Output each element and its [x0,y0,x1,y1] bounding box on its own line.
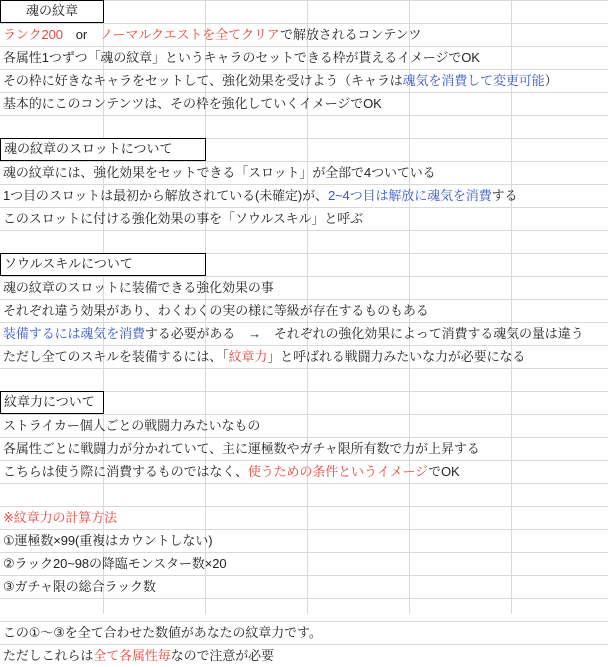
text-run-red: ※紋章力の計算方法 [3,510,117,525]
cell-a-text[interactable] [3,414,260,437]
text-run-black: ストライカー個人ごとの戦闘力みたいなもの [3,418,261,433]
text-run-black: この①～③を全て合わせた数値があなたの紋章力です。 [3,625,322,640]
text-run-red: ランク200 [3,27,63,42]
text-run-black: ただしこれらは [3,648,94,663]
text-run-black: 魂の紋章のスロットに装備できる強化効果の事 [3,280,274,295]
text-run-black: その枠に好きなキャラをセットして、強化効果を受けよう（キャラは [3,73,403,88]
sheet-row[interactable] [0,322,608,345]
text-run-red: 全て各属性毎 [93,648,171,663]
section-header-box: ソウルスキルについて [0,253,206,276]
cell-a-text[interactable] [3,276,274,299]
text-run-black: それぞれ違う効果があり、わくわくの実の様に等級が存在するものもある [3,303,429,318]
sheet-row[interactable] [0,299,608,322]
sheet-row[interactable] [0,414,608,437]
text-run-black: でOK [428,464,460,479]
grid-row-line [0,230,608,231]
cell-a-text[interactable] [3,552,226,575]
cell-a-text[interactable] [3,322,584,345]
cell-a-text[interactable] [3,506,117,529]
cell-a-text[interactable] [3,437,480,460]
text-run-blue: 2~4つ目は解放に魂気を消費 [327,188,492,203]
sheet-row[interactable] [0,621,608,644]
text-run-red: ノーマルクエストを全てクリア [100,27,281,42]
text-run-red: 使うための条件というイメージ [247,464,429,479]
text-run-black: ②ラック20~98の降臨モンスター数×20 [3,556,227,571]
grid-row-line [0,115,608,116]
text-run-black: なので注意が必要 [170,648,274,663]
cell-a-text[interactable] [3,69,557,92]
cell-a-text[interactable] [3,92,382,115]
text-run-black: ③ガチャ限の総合ラック数 [3,579,156,594]
sheet-row[interactable] [0,46,608,69]
grid-row-line [0,483,608,484]
sheet-row[interactable] [0,345,608,368]
sheet-row[interactable] [0,161,608,184]
sheet-row[interactable] [0,437,608,460]
sheet-row[interactable] [0,460,608,483]
cell-a-text[interactable] [3,207,363,230]
sheet-row[interactable] [0,529,608,552]
cell-a-text[interactable] [3,161,436,184]
text-run-black: 」と呼ばれる戦闘力みたいな力が必要になる [267,349,526,364]
cell-a-text[interactable] [3,529,212,552]
text-run-black: 各属性1つずつ「魂の紋章」というキャラのセットできる枠が貰えるイメージでOK [3,50,480,65]
cell-a-text[interactable] [3,23,421,46]
text-run-red: 紋章力 [228,349,268,364]
text-run-blue: 魂気を消費して変更可能 [402,73,545,88]
text-run-black: する [491,188,518,203]
text-run-black: 1つ目のスロットは最初から解放されている(未確定)が、 [3,188,328,203]
cell-a-text[interactable] [3,345,525,368]
text-run-black: ただし全てのスキルを装備するには、「 [3,349,229,364]
text-run-black: 各属性ごとに戦闘力が分かれていて、主に運極数やガチャ限所有数で力が上昇する [3,441,480,456]
cell-a-text[interactable] [3,575,156,598]
sheet-row[interactable] [0,644,608,667]
section-header-box: 魂の紋章のスロットについて [0,138,206,161]
sheet-row[interactable] [0,184,608,207]
sheet-row[interactable] [0,207,608,230]
text-run-black: 魂の紋章には、強化効果をセットできる「スロット」が全部で4ついている [3,165,436,180]
cell-a-text[interactable] [3,460,460,483]
text-run-black: ①運極数×99(重複はカウントしない) [3,533,213,548]
sheet-row[interactable] [0,552,608,575]
text-run-black: する必要がある → それぞれの強化効果によって消費する魂気の量は違う [144,326,584,341]
sheet-row[interactable] [0,575,608,598]
text-run-black: こちらは使う際に消費するものではなく、 [3,464,248,479]
cell-a-text[interactable] [3,644,274,667]
text-run-blue: 装備するには魂気を消費 [3,326,145,341]
cell-a-text[interactable] [3,184,517,207]
text-run-black: 基本的にこのコンテンツは、その枠を強化していくイメージでOK [3,96,382,111]
sheet-row[interactable] [0,92,608,115]
text-run-black: or [62,27,101,42]
text-run-black: ） [544,73,558,88]
sheet-row[interactable] [0,69,608,92]
text-run-black: で解放されるコンテンツ [280,27,422,42]
section-header-box: 魂の紋章 [0,0,104,23]
sheet-row[interactable] [0,276,608,299]
cell-a-text[interactable] [3,299,429,322]
grid-row-line [0,368,608,369]
section-header-box: 紋章力について [0,391,104,414]
cell-a-text[interactable] [3,46,480,69]
grid-row-line [0,598,608,599]
cell-a-text[interactable] [3,621,322,644]
sheet-row[interactable] [0,23,608,46]
text-run-black: このスロットに付ける強化効果の事を「ソウルスキル」と呼ぶ [3,211,364,226]
sheet-row[interactable] [0,506,608,529]
